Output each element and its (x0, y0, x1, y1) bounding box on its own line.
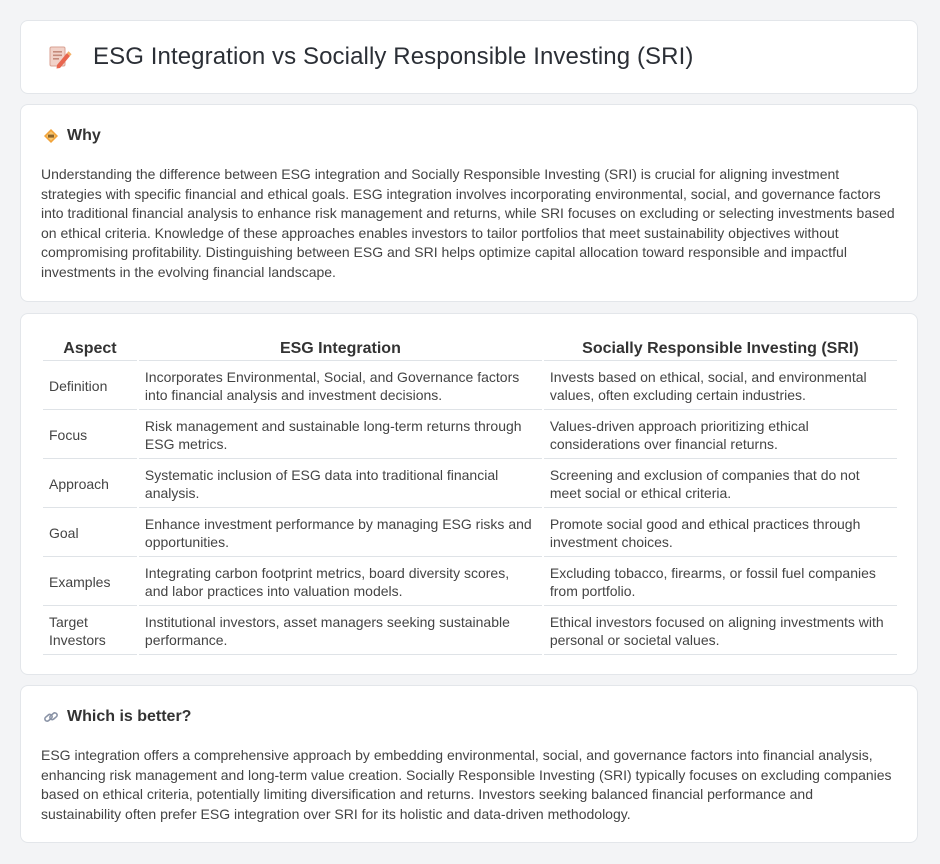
link-icon (43, 709, 59, 725)
title-card (20, 20, 918, 94)
comparison-section (20, 313, 918, 675)
row-sri: Invests based on ethical, social, and environmental values, often excluding certain industries. (544, 363, 897, 410)
row-esg: Integrating carbon footprint metrics, board diversity scores, and labor practices into valuation models. (139, 559, 542, 606)
row-esg: Enhance investment performance by managing ESG risks and opportunities. (139, 510, 542, 557)
table-row (43, 608, 897, 655)
table-row (43, 412, 897, 459)
header-esg: ESG Integration (139, 336, 542, 361)
why-section (20, 104, 918, 302)
row-sri: Ethical investors focused on aligning investments with personal or societal values. (544, 608, 897, 655)
header-sri: Socially Responsible Investing (SRI) (544, 336, 897, 361)
row-sri: Excluding tobacco, firearms, or fossil fuel companies from portfolio. (544, 559, 897, 606)
table-row (43, 559, 897, 606)
which-better-section (20, 685, 918, 843)
row-esg: Systematic inclusion of ESG data into traditional financial analysis. (139, 461, 542, 508)
better-text: ESG integration offers a comprehensive approach by embedding environmental, social, and governance factors into financial analysis, enhancing risk management and long-term value creation. Socially Responsible Investing (SRI) typically focuses on excluding companies based on ethical criteria, potentially limiting diversification and returns. Investors seeking balanced financial performance and sustainability often prefer ESG integration over SRI for its holistic and data-driven methodology. (41, 747, 892, 822)
page-title: ESG Integration vs Socially Responsible Investing (SRI) (93, 43, 694, 70)
row-aspect: Goal (43, 510, 137, 557)
row-esg: Incorporates Environmental, Social, and Governance factors into financial analysis and investment decisions. (139, 363, 542, 410)
edit-document-icon (45, 43, 73, 71)
row-aspect: Focus (43, 412, 137, 459)
row-aspect: Target Investors (43, 608, 137, 655)
better-heading-row (43, 708, 191, 726)
row-sri: Values-driven approach prioritizing ethical considerations over financial returns. (544, 412, 897, 459)
row-sri: Promote social good and ethical practices through investment choices. (544, 510, 897, 557)
why-heading-row (43, 127, 101, 145)
header-aspect: Aspect (43, 336, 137, 361)
row-sri: Screening and exclusion of companies that do not meet social or ethical criteria. (544, 461, 897, 508)
table-header-row (43, 336, 897, 361)
table-row (43, 510, 897, 557)
warning-diamond-icon (43, 128, 59, 144)
title-row (45, 43, 693, 71)
row-aspect: Approach (43, 461, 137, 508)
table-row (43, 363, 897, 410)
row-esg: Institutional investors, asset managers seeking sustainable performance. (139, 608, 542, 655)
why-text: Understanding the difference between ESG integration and Socially Responsible Investing (SRI) is crucial for aligning investment strategies with specific financial and ethical goals. ESG integration involves incorporating environmental, social, and governance factors into traditional financial analysis to enhance risk management and returns, while SRI focuses on excluding or selecting investments based on ethical criteria. Knowledge of these approaches enables investors to tailor portfolios that meet sustainability objectives without compromising profitability. Distinguishing between ESG and SRI helps optimize capital allocation toward responsible and impactful investments in the evolving financial landscape. (41, 166, 895, 280)
comparison-table (41, 334, 899, 657)
row-aspect: Definition (43, 363, 137, 410)
row-esg: Risk management and sustainable long-term returns through ESG metrics. (139, 412, 542, 459)
why-heading: Why (67, 127, 101, 144)
better-heading: Which is better? (67, 708, 192, 725)
row-aspect: Examples (43, 559, 137, 606)
table-row (43, 461, 897, 508)
